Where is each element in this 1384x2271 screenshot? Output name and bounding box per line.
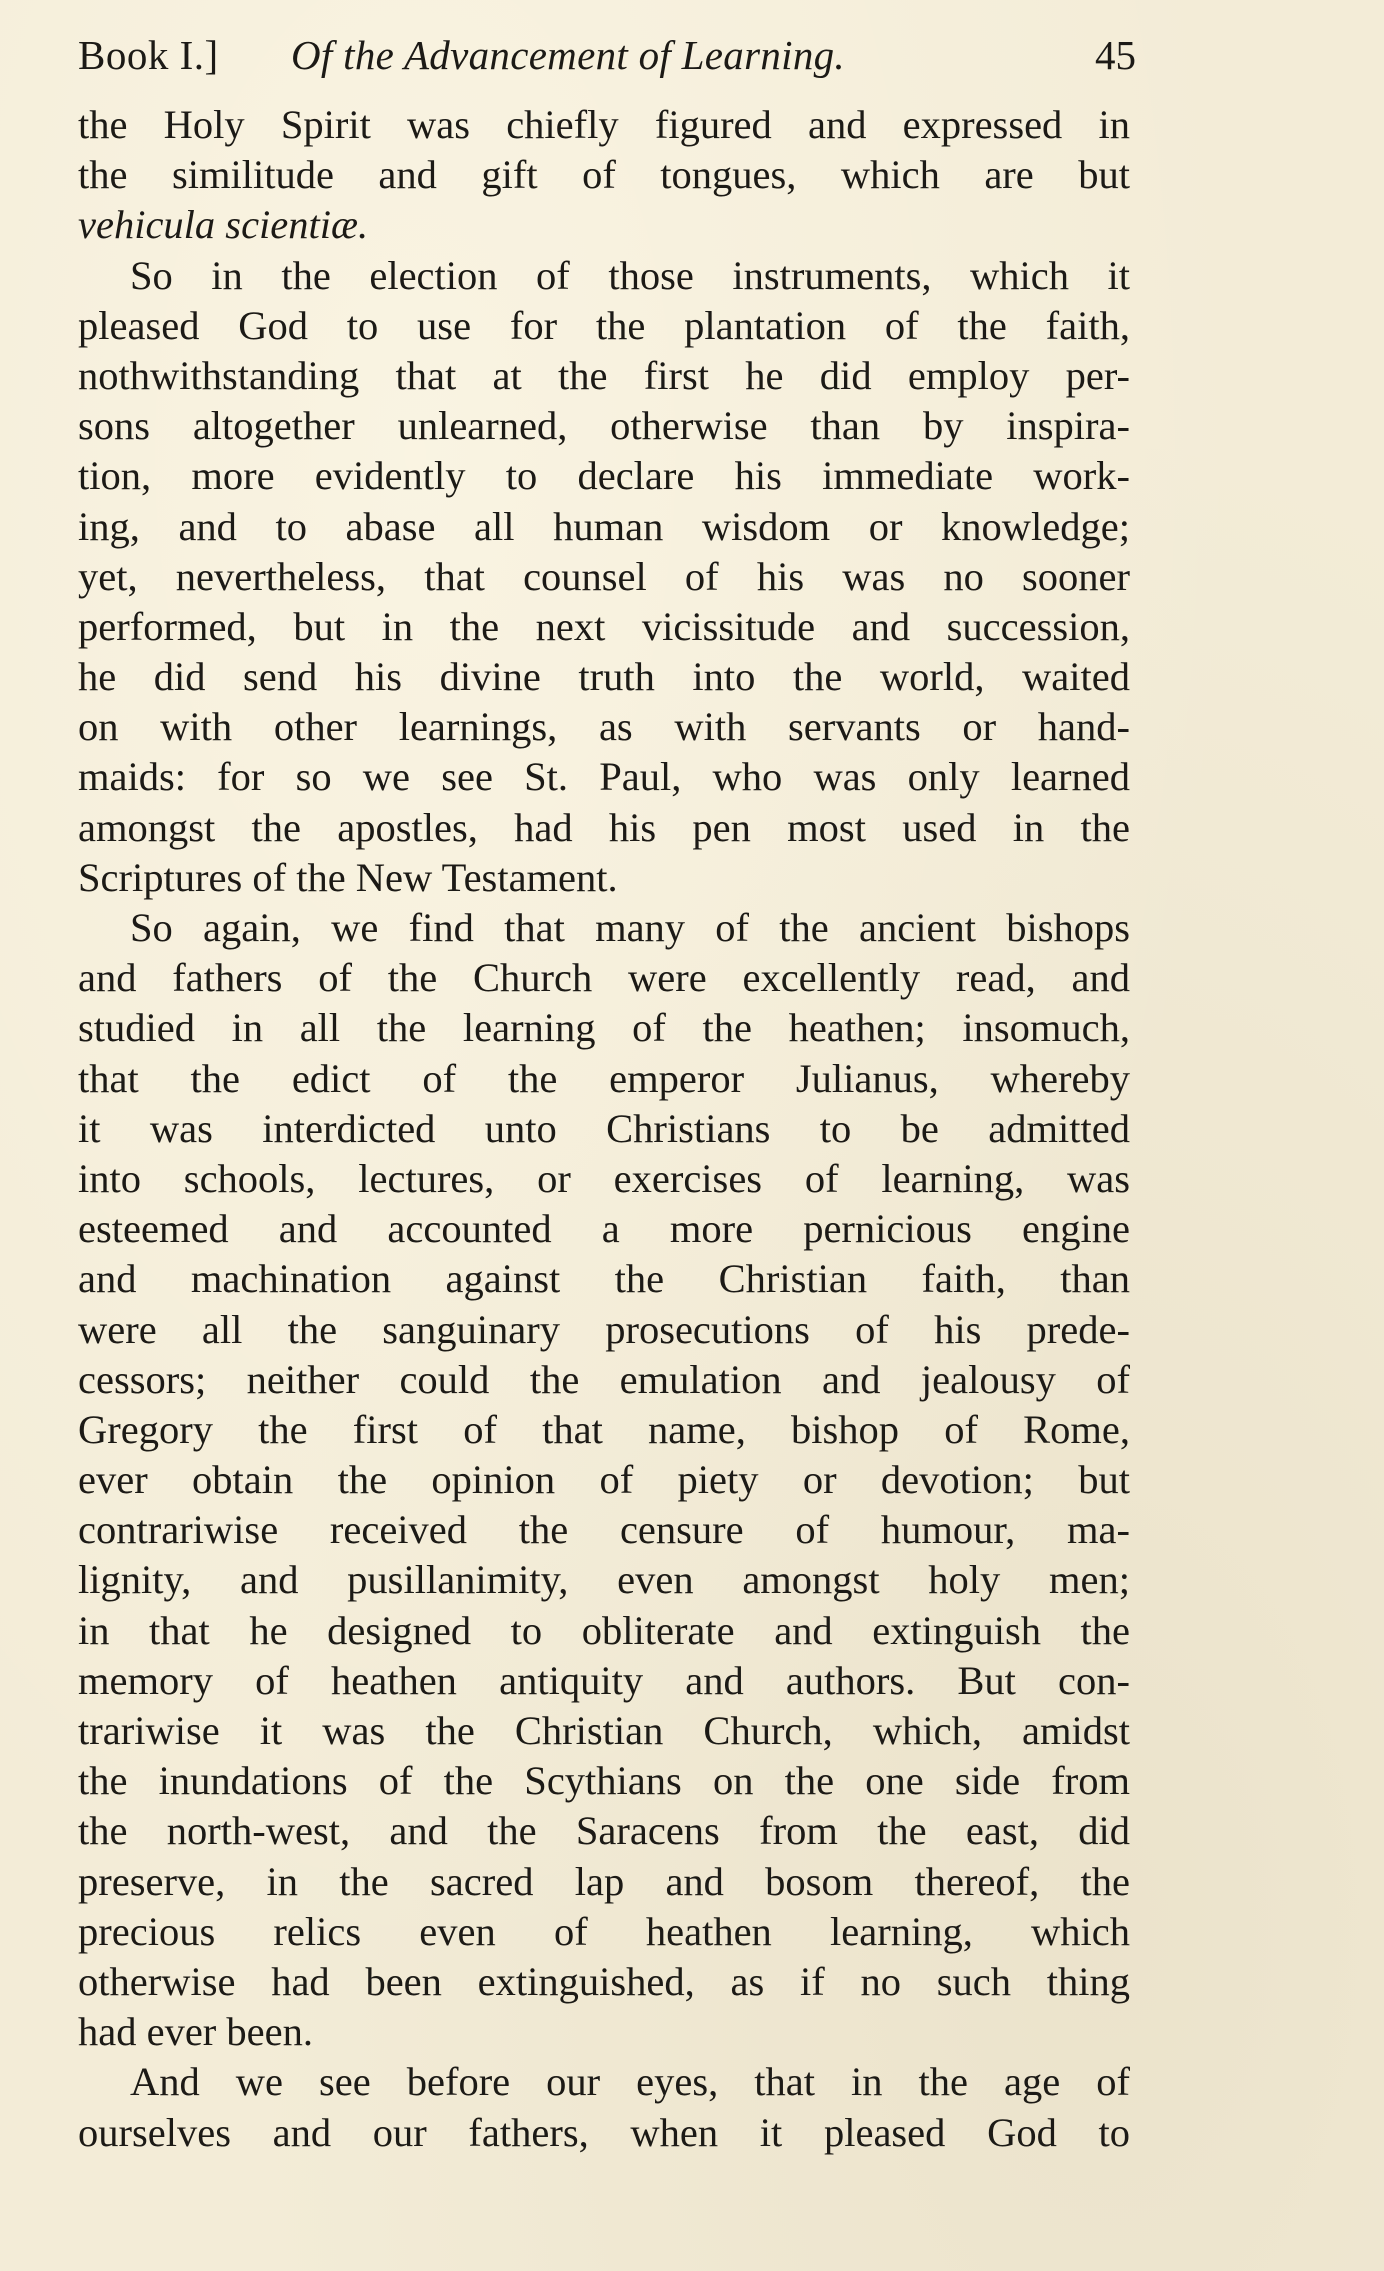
text-line: tion, more evidently to declare his immediate work- [78, 453, 1130, 499]
text-line: Scriptures of the New Testament. [78, 854, 618, 900]
text-line: trariwise it was the Christian Church, which, amidst [78, 1708, 1130, 1753]
text-line: he did send his divine truth into the world, waited [78, 654, 1130, 700]
text-line: So in the election of those instruments, which it [130, 252, 1130, 298]
book-page [78, 30, 1136, 2158]
page-number: 45 [1095, 32, 1136, 78]
text-line: that the edict of the emperor Julianus, whereby [78, 1055, 1130, 1101]
body-text [78, 100, 1130, 2158]
text-line: memory of heathen antiquity and authors. But con- [78, 1657, 1130, 1703]
text-line: performed, but in the next vicissitude and succession, [78, 603, 1130, 649]
text-line: amongst the apostles, had his pen most used in the [78, 804, 1130, 850]
text-line: cessors; neither could the emulation and jealousy of [78, 1356, 1130, 1402]
text-line: precious relics even of heathen learning, which [78, 1908, 1130, 1954]
text-line: preserve, in the sacred lap and bosom thereof, the [78, 1858, 1130, 1904]
text-line: it was interdicted unto Christians to be admitted [78, 1105, 1130, 1151]
text-line: and machination against the Christian faith, than [78, 1256, 1130, 1302]
text-line: the north-west, and the Saracens from the east, did [78, 1808, 1130, 1854]
text-line: and fathers of the Church were excellently read, and [78, 955, 1130, 1001]
text-line: had ever been. [78, 2009, 313, 2055]
text-line: yet, nevertheless, that counsel of his was no sooner [78, 553, 1130, 599]
text-line: on with other learnings, as with servants or hand- [78, 704, 1130, 750]
text-line: So again, we find that many of the ancient bishops [130, 905, 1130, 950]
text-line: the similitude and gift of tongues, which are but [78, 152, 1130, 198]
text-line: sons altogether unlearned, otherwise than by inspira- [78, 403, 1130, 449]
text-line: ing, and to abase all human wisdom or knowledge; [78, 503, 1130, 549]
text-line: And we see before our eyes, that in the age of [130, 2059, 1130, 2105]
text-line: pleased God to use for the plantation of the faith, [78, 302, 1130, 348]
text-line: maids: for so we see St. Paul, who was only learned [78, 754, 1130, 800]
text-line: ever obtain the opinion of piety or devotion; but [78, 1457, 1130, 1503]
text-line: in that he designed to obliterate and extinguish the [78, 1607, 1130, 1653]
text-line: lignity, and pusillanimity, even amongst holy men; [78, 1557, 1130, 1603]
running-title: Of the Advancement of Learning. [291, 32, 845, 78]
text-line: the Holy Spirit was chiefly figured and expressed in [78, 102, 1130, 147]
text-line: otherwise had been extinguished, as if no such thing [78, 1958, 1130, 2004]
text-line: into schools, lectures, or exercises of learning, was [78, 1155, 1130, 1201]
book-label: Book I.] [78, 32, 219, 78]
text-line: nothwithstanding that at the first he did employ per- [78, 352, 1130, 398]
running-header [78, 30, 1136, 88]
text-line: ourselves and our fathers, when it pleased God to [78, 2109, 1130, 2155]
text-line: Gregory the first of that name, bishop of Rome, [78, 1406, 1130, 1452]
text-line: vehicula scientiæ. [78, 202, 369, 248]
text-line: esteemed and accounted a more pernicious engine [78, 1206, 1130, 1252]
text-line: were all the sanguinary prosecutions of his prede- [78, 1306, 1130, 1352]
text-line: the inundations of the Scythians on the one side from [78, 1758, 1130, 1804]
text-line: contrariwise received the censure of humour, ma- [78, 1507, 1130, 1553]
text-line: studied in all the learning of the heathen; insomuch, [78, 1005, 1130, 1051]
